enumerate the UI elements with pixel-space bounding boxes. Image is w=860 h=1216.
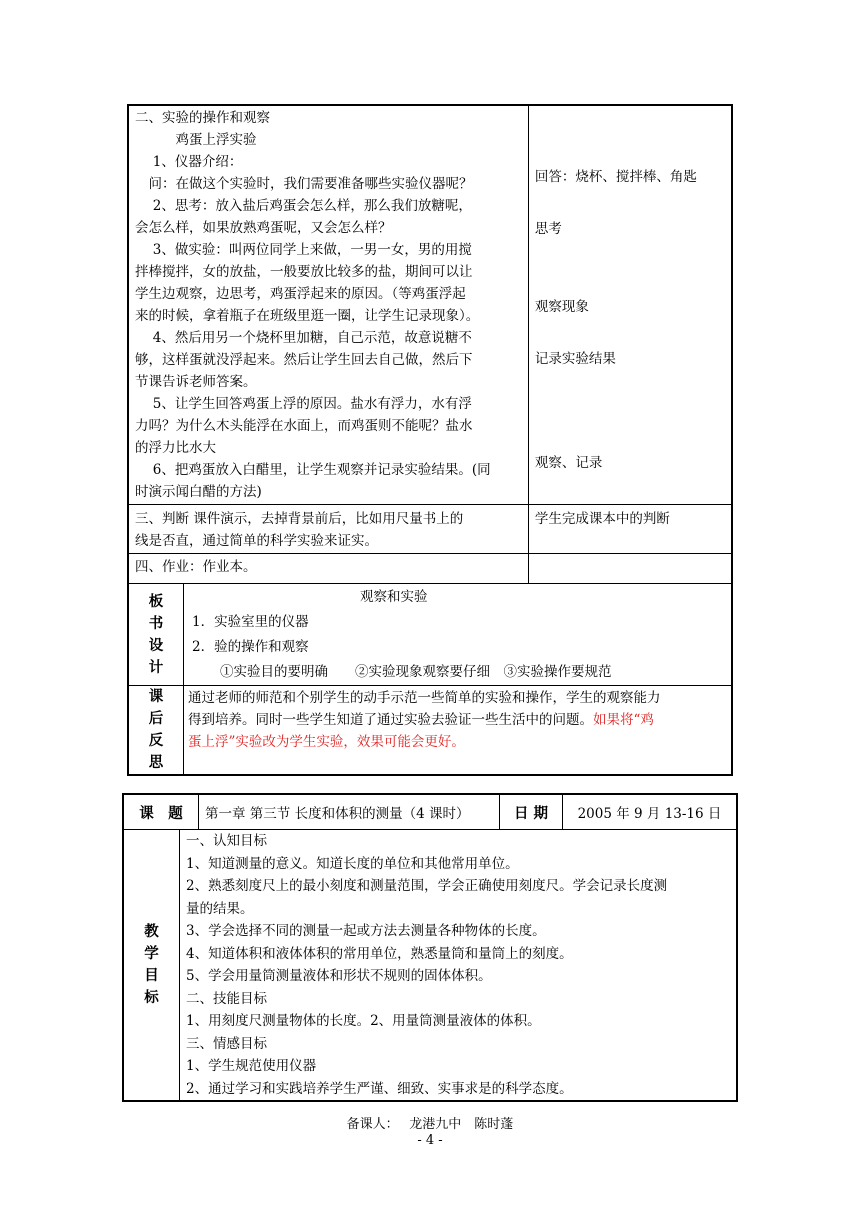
date-label: 日 期 [500, 794, 563, 830]
goal-line: 1、学生规范使用仪器 [186, 1058, 317, 1074]
reflection-label-char: 后 [148, 710, 164, 727]
section3-line-1: 三、判断 课件演示，去掉背景前后，比如用尺量书上的 [135, 511, 464, 527]
section2-line: 5、让学生回答鸡蛋上浮的原因。盐水有浮力，水有浮 [135, 396, 472, 412]
note-observe: 观察现象 [534, 299, 589, 315]
topic-row [123, 794, 737, 830]
section2-line: 6、把鸡蛋放入白醋里，让学生观察并记录实验结果。(同 [135, 462, 491, 478]
section2-line: 节课告诉老师答案。 [135, 374, 257, 390]
date-value: 2005 年 9 月 13-16 日 [563, 794, 738, 830]
section2-text [135, 107, 526, 503]
note-think: 思考 [534, 221, 562, 237]
board-item-2: 2．验的操作和观察 [192, 639, 309, 655]
section2-line: 3、做实验：叫两位同学上来做，一男一女，男的用搅 [135, 242, 472, 258]
section4-right-cell [528, 554, 732, 584]
section2-row [128, 105, 732, 505]
goal-line: 二、技能目标 [186, 990, 267, 1007]
section4-row [128, 554, 732, 584]
topic-value: 第一章 第三节 长度和体积的测量（4 课时） [199, 794, 500, 830]
section3-right-cell [528, 505, 732, 554]
goals-label-char: 学 [144, 945, 159, 962]
reflection-inner [129, 686, 731, 774]
reflection-line-2-text: 得到培养。同时一些学生知道了通过实验去验证一些生活中的问题。 [188, 712, 593, 728]
section2-line: 鸡蛋上浮实验 [135, 132, 257, 148]
section3-left-cell [128, 505, 528, 554]
goal-line: 三、情感目标 [186, 1035, 267, 1052]
goals-row [123, 830, 737, 1102]
preparer-line: 备课人： 龙港九中 陈时蓬 [346, 1117, 514, 1132]
board-content [184, 584, 732, 685]
note-observe-record: 观察、记录 [534, 455, 603, 471]
section3-row [128, 505, 732, 554]
section2-line: 2、思考：放入盐后鸡蛋会怎么样，那么我们放糖呢， [135, 198, 472, 214]
section2-line: 二、实验的操作和观察 [135, 110, 270, 126]
board-inner [129, 584, 731, 685]
goal-line: 4、知道体积和液体体积的常用单位，熟悉量筒和量筒上的刻度。 [186, 945, 573, 962]
section2-line: 力吗？为什么木头能浮在水面上，而鸡蛋则不能呢？盐水 [135, 418, 473, 434]
goal-line: 2、通过学习和实践培养学生严谨、细致、实事求是的科学态度。 [186, 1080, 573, 1097]
board-label-char: 书 [148, 614, 164, 632]
topic-label: 课 题 [123, 794, 199, 830]
section2-line: 的浮力比水大 [135, 440, 216, 456]
section2-right-cell [528, 105, 732, 505]
reflection-line-1: 通过老师的师范和个别学生的动手示范一些简单的实验和操作，学生的观察能力 [188, 690, 661, 706]
board-label-char: 板 [148, 592, 164, 610]
goal-line: 1、知道测量的意义。知道长度的单位和其他常用单位。 [186, 855, 519, 872]
lesson-header-table [122, 793, 738, 1102]
goal-line: 2、熟悉刻度尺上的最小刻度和测量范围，学会正确使用刻度尺。学会记录长度测 [186, 878, 668, 894]
section2-left-cell [128, 105, 528, 505]
goals-text [186, 830, 732, 1100]
section4-left-cell [128, 554, 528, 584]
goals-label-char: 标 [144, 989, 159, 1006]
goal-line: 3、学会选择不同的测量一起或方法去测量各种物体的长度。 [186, 923, 546, 939]
section2-line: 时演示闻白醋的方法) [135, 484, 262, 500]
section2-line: 拌棒搅拌，女的放盐，一般要放比较多的盐，期间可以让 [135, 264, 473, 280]
reflection-line-2-red: 如果将“鸡 [593, 712, 654, 728]
goals-label-char: 教 [144, 923, 159, 940]
page-number: - 4 - [417, 1133, 443, 1148]
goal-line: 量的结果。 [186, 900, 254, 917]
board-item-1: 1．实验室里的仪器 [192, 614, 309, 630]
board-label-char: 计 [148, 658, 164, 676]
board-label-char: 设 [148, 636, 164, 654]
reflection-line-3: 蛋上浮”实验改为学生实验，效果可能会更好。 [188, 734, 465, 750]
section2-line: 来的时候，拿着瓶子在班级里逛一圈，让学生记录现象）。 [135, 308, 480, 324]
goal-line: 1、用刻度尺测量物体的长度。2、用量筒测量液体的体积。 [186, 1013, 541, 1029]
goals-inner [124, 830, 736, 1100]
board-sub-points: ①实验目的要明确 ②实验现象观察要仔细 ③实验操作要规范 [220, 664, 612, 680]
board-cell [128, 584, 732, 686]
section2-line: 学生边观察，边思考，鸡蛋浮起来的原因。（等鸡蛋浮起 [135, 286, 466, 302]
reflection-row [128, 686, 732, 776]
section2-line: 够，这样蛋就没浮起来。然后让学生回去自己做，然后下 [135, 352, 473, 368]
reflection-label-char: 反 [148, 732, 164, 749]
section2-line: 4、然后用另一个烧杯里加糖，自己示范，故意说糖不 [135, 330, 472, 346]
goals-label-char: 目 [144, 967, 159, 984]
section3-note: 学生完成课本中的判断 [534, 511, 670, 527]
board-label [129, 584, 184, 685]
section4-homework: 四、作业：作业本。 [135, 559, 257, 575]
goals-cell [123, 830, 737, 1102]
reflection-label-char: 思 [148, 754, 164, 771]
reflection-line-2 [188, 709, 727, 731]
reflection-content [184, 686, 732, 774]
reflection-label [129, 686, 184, 774]
reflection-cell [128, 686, 732, 776]
note-record: 记录实验结果 [534, 351, 616, 367]
goals-label [124, 830, 180, 1100]
goals-content [180, 830, 737, 1100]
lesson-plan-table-continued [127, 104, 733, 776]
note-answer: 回答：烧杯、搅拌棒、角匙 [534, 169, 697, 185]
goal-line: 一、认知目标 [186, 833, 267, 849]
board-title: 观察和实验 [360, 589, 428, 605]
section2-line: 会怎么样，如果放熟鸡蛋呢，又会怎么样？ [135, 220, 392, 236]
reflection-label-char: 课 [148, 688, 164, 705]
section3-line-2: 线是否直，通过简单的科学实验来证实。 [135, 533, 378, 549]
board-row [128, 584, 732, 686]
section2-line: 问：在做这个实验时，我们需要准备哪些实验仪器呢？ [135, 176, 473, 192]
goal-line: 5、学会用量筒测量液体和形状不规则的固体体积。 [186, 968, 492, 984]
section2-line: 1、仪器介绍： [135, 154, 243, 170]
